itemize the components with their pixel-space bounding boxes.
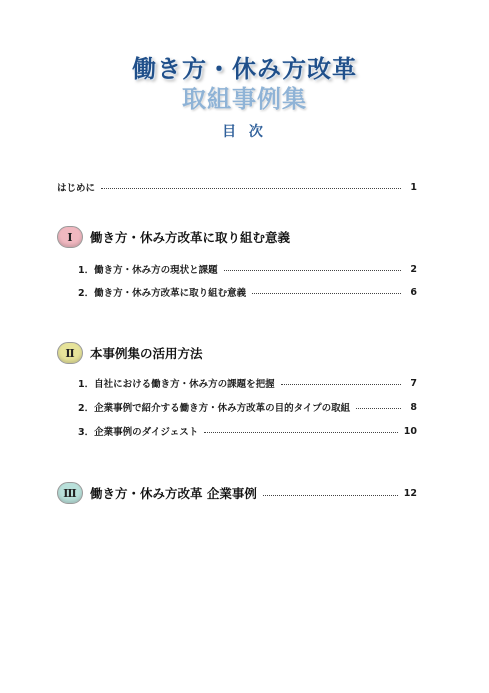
dot-leader — [252, 293, 401, 294]
toc-entry-page: 1 — [410, 181, 417, 193]
section-heading-1[interactable] — [57, 226, 290, 248]
dot-leader — [224, 270, 401, 271]
toc-entry-page: 8 — [410, 401, 417, 413]
toc-entry-label: はじめに — [57, 183, 96, 194]
section-heading-2[interactable] — [57, 342, 203, 364]
toc-entry-page: 10 — [403, 425, 417, 437]
toc-entry[interactable] — [78, 424, 417, 438]
toc-entry-page: 7 — [410, 377, 417, 389]
dot-leader — [204, 432, 398, 433]
dot-leader — [101, 188, 401, 189]
section-title: 働き方・休み方改革に取り組む意義 — [90, 230, 291, 245]
toc-heading: 目 次 — [222, 124, 267, 140]
dot-leader — [281, 384, 401, 385]
dot-leader — [263, 495, 398, 496]
toc-entry[interactable] — [78, 262, 417, 276]
toc-entry[interactable] — [78, 376, 417, 390]
toc-entry-page: 6 — [410, 286, 417, 298]
toc-entry-intro[interactable] — [57, 180, 417, 194]
title-line-2: 取組事例集 — [182, 85, 307, 113]
section-numeral-badge: Ⅲ — [57, 482, 83, 504]
section-title: 働き方・休み方改革 企業事例 — [90, 486, 257, 501]
section-title: 本事例集の活用方法 — [90, 346, 203, 361]
toc-entry-page: 2 — [410, 263, 417, 275]
toc-entry[interactable] — [78, 400, 417, 414]
toc-entry-label: 1．働き方・休み方の現状と課題 — [78, 265, 218, 276]
toc-entry[interactable] — [78, 285, 417, 299]
section-heading-3[interactable] — [57, 482, 417, 504]
section-numeral-badge: Ⅰ — [57, 226, 83, 248]
toc-entry-label: 1．自社における働き方・休み方の課題を把握 — [78, 379, 275, 390]
dot-leader — [356, 408, 401, 409]
title-line-1: 働き方・休み方改革 — [132, 55, 357, 83]
toc-entry-page: 12 — [403, 487, 417, 499]
toc-entry-label: 2．企業事例で紹介する働き方・休み方改革の目的タイプの取組 — [78, 403, 351, 414]
toc-entry-label: 3．企業事例のダイジェスト — [78, 427, 199, 438]
toc-entry-label: 2．働き方・休み方改革に取り組む意義 — [78, 288, 247, 299]
section-numeral-badge: Ⅱ — [57, 342, 83, 364]
